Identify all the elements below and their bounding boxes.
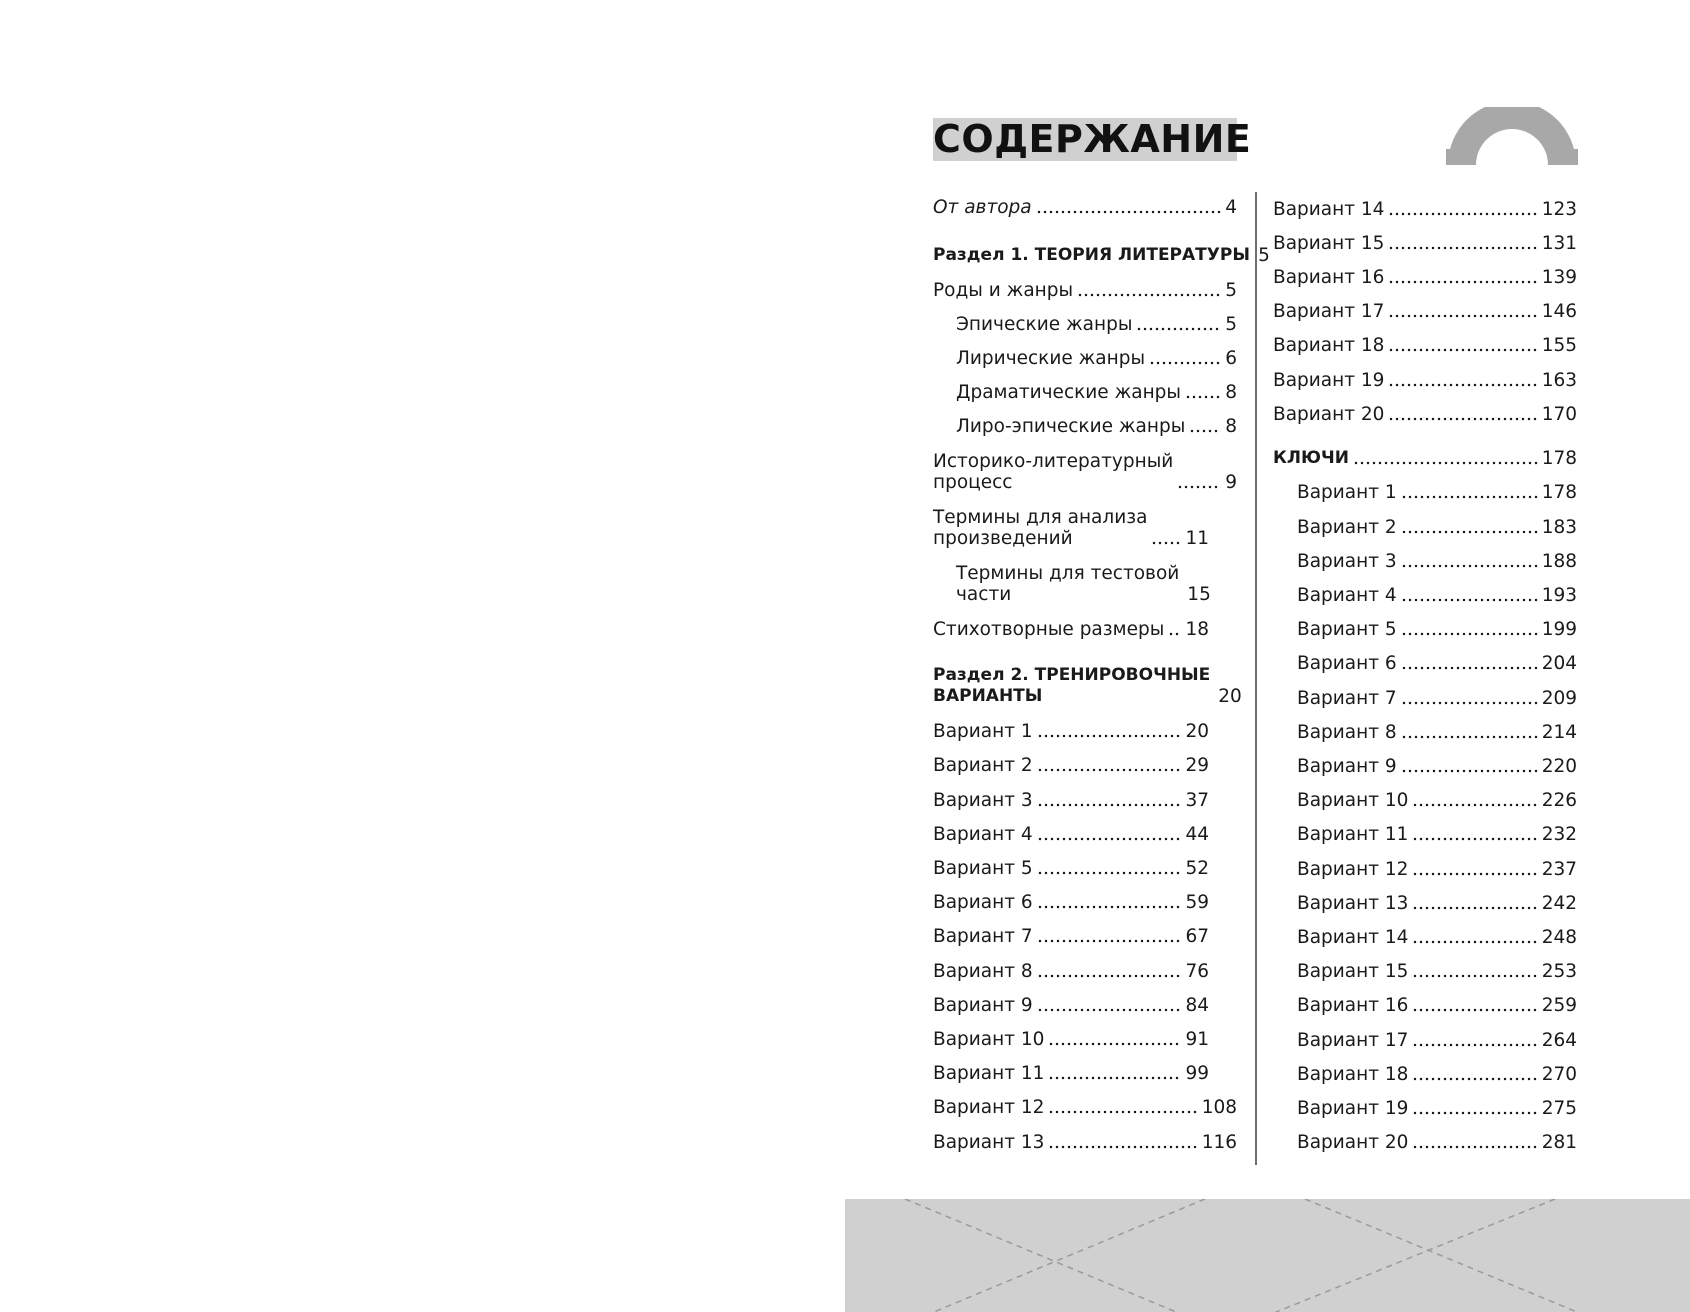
dot-leader [1401, 632, 1538, 636]
toc-page-number: 29 [1185, 755, 1209, 776]
toc-page-number: 8 [1225, 416, 1237, 437]
toc-entry [1297, 790, 1577, 811]
toc-entry-label-line: От автора [933, 197, 1032, 218]
gear-icon [1444, 107, 1580, 165]
dot-leader [1185, 395, 1221, 399]
toc-entry-label-line: Термины для тестовой [956, 563, 1180, 584]
toc-entry-label [1297, 1064, 1408, 1085]
toc-entry [933, 245, 1270, 266]
toc-entry [933, 619, 1209, 640]
dot-leader [1048, 1042, 1181, 1046]
toc-page-number: 259 [1541, 995, 1577, 1016]
dot-leader [1037, 768, 1182, 772]
dot-leader [1037, 1008, 1182, 1012]
toc-entry [1297, 1030, 1577, 1051]
toc-page-number: 199 [1541, 619, 1577, 640]
toc-entry [1273, 404, 1577, 425]
toc-entry-label-line: Вариант 4 [1297, 585, 1397, 606]
toc-page-number: 131 [1541, 233, 1577, 254]
toc-entry-label [1297, 859, 1408, 880]
toc-entry [1297, 619, 1577, 640]
toc-entry-label [1297, 893, 1408, 914]
toc-entry-label-line: Историко-литературный [933, 451, 1174, 472]
toc-entry-label-line: Вариант 6 [1297, 653, 1397, 674]
toc-page-number: 253 [1541, 961, 1577, 982]
toc-entry [1273, 448, 1577, 469]
toc-entry [1297, 995, 1577, 1016]
toc-entry-label-line: Вариант 13 [933, 1132, 1045, 1153]
toc-entry-label-line: Вариант 5 [933, 858, 1033, 879]
toc-entry [1297, 1132, 1577, 1153]
toc-entry-label [1297, 688, 1397, 709]
toc-entry-label-line: Вариант 12 [1297, 859, 1409, 880]
dot-leader [1388, 383, 1537, 387]
dot-leader [1353, 461, 1538, 465]
toc-page-number: 99 [1185, 1063, 1209, 1084]
toc-entry [1297, 961, 1577, 982]
toc-page-number: 237 [1541, 859, 1577, 880]
toc-entry-label [933, 721, 1033, 742]
title-banner [933, 117, 1252, 161]
toc-entry-label-line: Вариант 14 [1297, 927, 1409, 948]
toc-entry [1297, 688, 1577, 709]
toc-entry-label-line: Раздел 2. ТРЕНИРОВОЧНЫЕ [933, 665, 1211, 685]
toc-page-number: 183 [1541, 517, 1577, 538]
toc-entry [933, 280, 1237, 301]
toc-entry-label [1297, 1132, 1408, 1153]
toc-page-number: 37 [1185, 790, 1209, 811]
toc-entry-label [1297, 995, 1408, 1016]
column-divider [1255, 192, 1257, 1165]
toc-entry-label-line: Вариант 18 [1273, 335, 1385, 356]
toc-entry-label-line: Вариант 18 [1297, 1064, 1409, 1085]
dot-leader [1401, 666, 1538, 670]
footer-decoration [845, 1199, 1690, 1312]
toc-page-number: 170 [1541, 404, 1577, 425]
dot-leader [1412, 974, 1537, 978]
toc-entry-label [956, 382, 1181, 403]
toc-page-number: 44 [1185, 824, 1209, 845]
dot-leader [1037, 734, 1182, 738]
toc-entry-label-line: произведений [933, 528, 1073, 549]
dot-leader [1401, 495, 1538, 499]
toc-entry-label [933, 995, 1033, 1016]
toc-entry-label-line: Вариант 8 [933, 961, 1033, 982]
toc-entry-label [1273, 370, 1384, 391]
toc-page-number: 15 [1187, 584, 1211, 605]
toc-entry [933, 721, 1209, 742]
toc-entry-label-line: Вариант 7 [933, 926, 1033, 947]
toc-entry-label-line: Вариант 19 [1297, 1098, 1409, 1119]
toc-entry-label [933, 858, 1033, 879]
toc-entry-label [933, 1132, 1044, 1153]
toc-page-number: 146 [1541, 301, 1577, 322]
toc-entry-label [1297, 551, 1397, 572]
toc-entry-label-line: Вариант 1 [1297, 482, 1397, 503]
toc-page-number: 232 [1541, 824, 1577, 845]
toc-entry [1297, 859, 1577, 880]
toc-entry-label [933, 619, 1164, 640]
toc-entry-label-line: ВАРИАНТЫ [933, 686, 1043, 706]
dot-leader [1151, 541, 1181, 545]
toc-entry-label [956, 416, 1185, 437]
toc-entry-label-line: Вариант 9 [933, 995, 1033, 1016]
toc-entry-label-line: Вариант 11 [933, 1063, 1045, 1084]
toc-entry [933, 1063, 1209, 1084]
toc-entry-label-line: Вариант 10 [1297, 790, 1409, 811]
toc-entry-label [1297, 482, 1397, 503]
toc-entry-label [1273, 301, 1384, 322]
toc-entry-label-line: Лирические жанры [956, 348, 1146, 369]
toc-entry-label-line: Вариант 20 [1273, 404, 1385, 425]
toc-entry [933, 892, 1209, 913]
toc-entry-label [1273, 199, 1384, 220]
toc-entry-label-line: Вариант 2 [933, 755, 1033, 776]
toc-entry [1297, 893, 1577, 914]
toc-entry [1273, 233, 1577, 254]
toc-entry [1297, 551, 1577, 572]
toc-entry-label-line: Вариант 17 [1297, 1030, 1409, 1051]
toc-entry [933, 995, 1209, 1016]
toc-entry-label-line: Вариант 15 [1297, 961, 1409, 982]
dot-leader [1388, 417, 1537, 421]
toc-entry-label-line: части [956, 584, 1012, 605]
dot-leader [1037, 803, 1182, 807]
toc-entry-label [1273, 404, 1384, 425]
toc-entry-label-line: Вариант 17 [1273, 301, 1385, 322]
toc-entry-label-line: Вариант 12 [933, 1097, 1045, 1118]
toc-entry-label [1297, 790, 1408, 811]
dot-leader [1177, 485, 1221, 489]
toc-entry [933, 858, 1209, 879]
toc-entry [933, 665, 1242, 707]
toc-entry-label-line: Стихотворные размеры [933, 619, 1165, 640]
toc-entry [1297, 756, 1577, 777]
dot-leader [1149, 361, 1221, 365]
toc-page-number: 18 [1185, 619, 1209, 640]
toc-entry-label-line: Вариант 7 [1297, 688, 1397, 709]
dot-leader [1136, 327, 1221, 331]
toc-entry [956, 382, 1237, 403]
toc-entry-label [956, 348, 1145, 369]
toc-page-number: 84 [1185, 995, 1209, 1016]
dot-leader [1401, 564, 1538, 568]
toc-entry-label [933, 790, 1033, 811]
dot-leader [1401, 735, 1538, 739]
toc-page-number: 8 [1225, 382, 1237, 403]
toc-entry [933, 961, 1209, 982]
dot-leader [1388, 212, 1537, 216]
toc-entry-label [933, 1097, 1044, 1118]
toc-entry-label [933, 197, 1032, 218]
dot-leader [1388, 348, 1537, 352]
toc-entry [1297, 653, 1577, 674]
toc-entry-label [933, 1029, 1044, 1050]
toc-entry-label [933, 1063, 1044, 1084]
toc-entry-label [933, 245, 1250, 266]
toc-entry-label [1297, 1030, 1408, 1051]
dot-leader [1401, 701, 1538, 705]
toc-page-number: 20 [1185, 721, 1209, 742]
toc-entry [1297, 927, 1577, 948]
toc-entry-label-line: Вариант 3 [933, 790, 1033, 811]
toc-entry-label-line: Вариант 13 [1297, 893, 1409, 914]
toc-page-number: 67 [1185, 926, 1209, 947]
toc-page-number: 209 [1541, 688, 1577, 709]
dot-leader [1388, 246, 1537, 250]
toc-page-number: 59 [1185, 892, 1209, 913]
dot-leader [1037, 939, 1182, 943]
toc-entry [956, 314, 1237, 335]
toc-page-number: 242 [1541, 893, 1577, 914]
toc-entry [1297, 1064, 1577, 1085]
toc-entry [933, 1029, 1209, 1050]
toc-entry [956, 563, 1209, 605]
toc-entry-label-line: Вариант 8 [1297, 722, 1397, 743]
toc-entry [933, 1097, 1237, 1118]
toc-entry-label [1273, 448, 1349, 469]
toc-entry-label-line: Вариант 9 [1297, 756, 1397, 777]
toc-entry [1297, 482, 1577, 503]
dot-leader [1412, 803, 1537, 807]
toc-entry-label-line: Вариант 20 [1297, 1132, 1409, 1153]
dot-leader [1037, 871, 1182, 875]
toc-entry [933, 507, 1209, 549]
toc-entry-label-line: Вариант 6 [933, 892, 1033, 913]
dot-leader [1048, 1145, 1197, 1149]
toc-entry [933, 1132, 1237, 1153]
dot-leader [1412, 872, 1537, 876]
toc-entry [1297, 1098, 1577, 1119]
toc-entry-label [1297, 619, 1397, 640]
toc-entry-label [1297, 517, 1397, 538]
toc-entry-label-line: Вариант 2 [1297, 517, 1397, 538]
dot-leader [1036, 210, 1221, 214]
toc-page-number: 188 [1541, 551, 1577, 572]
dot-leader [1388, 314, 1537, 318]
toc-entry-label-line: Вариант 15 [1273, 233, 1385, 254]
toc-entry-label [1297, 653, 1397, 674]
toc-page-number: 11 [1185, 528, 1209, 549]
toc-page-number: 76 [1185, 961, 1209, 982]
dot-leader [1412, 940, 1537, 944]
dot-leader [1412, 1077, 1537, 1081]
toc-entry-label [933, 926, 1033, 947]
dot-leader [1189, 429, 1221, 433]
toc-page-number: 264 [1541, 1030, 1577, 1051]
toc-entry-label [1297, 824, 1408, 845]
toc-page-number: 275 [1541, 1098, 1577, 1119]
dot-leader [1412, 1008, 1537, 1012]
toc-entry-label [1273, 233, 1384, 254]
toc-entry-label [1297, 722, 1397, 743]
toc-entry-label-line: Вариант 3 [1297, 551, 1397, 572]
toc-entry-label [1297, 961, 1408, 982]
toc-entry-label [933, 507, 1147, 549]
toc-entry [1297, 722, 1577, 743]
toc-page-number: 5 [1258, 245, 1270, 266]
toc-entry-label-line: Вариант 19 [1273, 370, 1385, 391]
toc-entry [1297, 517, 1577, 538]
toc-page-number: 193 [1541, 585, 1577, 606]
toc-entry [933, 926, 1209, 947]
toc-page-number: 52 [1185, 858, 1209, 879]
toc-entry-label [933, 824, 1033, 845]
toc-entry-label-line: Вариант 16 [1297, 995, 1409, 1016]
toc-page-number: 5 [1225, 314, 1237, 335]
toc-entry [933, 824, 1209, 845]
toc-entry-label [1297, 927, 1408, 948]
page-title: СОДЕРЖАНИЕ [933, 117, 1252, 161]
toc-entry-label-line: Драматические жанры [956, 382, 1182, 403]
toc-entry-label [933, 961, 1033, 982]
toc-entry-label [933, 892, 1033, 913]
dot-leader [1401, 598, 1538, 602]
toc-entry [1273, 199, 1577, 220]
toc-entry-label [956, 314, 1132, 335]
toc-entry-label-line: Роды и жанры [933, 280, 1074, 301]
toc-entry [1273, 370, 1577, 391]
toc-entry-label [933, 451, 1173, 493]
toc-entry-label-line: Раздел 1. ТЕОРИЯ ЛИТЕРАТУРЫ [933, 245, 1250, 265]
dot-leader [1412, 906, 1537, 910]
toc-entry-label [1297, 1098, 1408, 1119]
dot-leader [1077, 293, 1221, 297]
toc-entry-label [933, 665, 1210, 707]
dot-leader [1401, 769, 1538, 773]
toc-entry-label-line: процесс [933, 472, 1013, 493]
dot-leader [1048, 1110, 1197, 1114]
toc-entry-label-line: Вариант 4 [933, 824, 1033, 845]
toc-entry-label [1273, 267, 1384, 288]
dot-leader [1412, 1043, 1537, 1047]
toc-entry-label-line: Термины для анализа [933, 507, 1148, 528]
toc-page-number: 9 [1225, 472, 1237, 493]
dot-leader [1037, 905, 1182, 909]
toc-page-number: 116 [1201, 1132, 1237, 1153]
dot-leader [1412, 837, 1537, 841]
toc-page-number: 5 [1225, 280, 1237, 301]
toc-page-number: 108 [1201, 1097, 1237, 1118]
toc-page-number: 139 [1541, 267, 1577, 288]
toc-entry-label [933, 755, 1033, 776]
toc-entry [1273, 335, 1577, 356]
toc-entry-label-line: КЛЮЧИ [1273, 448, 1349, 468]
toc-page-number: 204 [1541, 653, 1577, 674]
toc-entry-label-line: Вариант 10 [933, 1029, 1045, 1050]
dot-leader [1401, 530, 1538, 534]
toc-entry-label [956, 563, 1179, 605]
dot-leader [1412, 1111, 1537, 1115]
dot-leader [1412, 1145, 1537, 1149]
toc-page-number: 214 [1541, 722, 1577, 743]
toc-entry-label [933, 280, 1073, 301]
toc-page-number: 220 [1541, 756, 1577, 777]
toc-page-number: 155 [1541, 335, 1577, 356]
toc-entry [1297, 824, 1577, 845]
toc-entry [933, 755, 1209, 776]
dot-leader [1388, 280, 1537, 284]
toc-page-number: 270 [1541, 1064, 1577, 1085]
toc-entry-label-line: Вариант 5 [1297, 619, 1397, 640]
toc-entry-label-line: Вариант 11 [1297, 824, 1409, 845]
toc-entry-label-line: Эпические жанры [956, 314, 1133, 335]
toc-entry [1273, 267, 1577, 288]
toc-page-number: 178 [1541, 448, 1577, 469]
toc-page-number: 20 [1218, 686, 1242, 707]
toc-page-number: 178 [1541, 482, 1577, 503]
toc-page-number: 6 [1225, 348, 1237, 369]
toc-page-number: 226 [1541, 790, 1577, 811]
toc-entry [933, 451, 1237, 493]
toc-entry-label [1297, 585, 1397, 606]
toc-entry-label-line: Вариант 14 [1273, 199, 1385, 220]
toc-page-number: 248 [1541, 927, 1577, 948]
toc-entry-label-line: Вариант 1 [933, 721, 1033, 742]
toc-page-number: 91 [1185, 1029, 1209, 1050]
toc-entry-label [1273, 335, 1384, 356]
dot-leader [1168, 632, 1181, 636]
toc-entry [956, 348, 1237, 369]
toc-entry [956, 416, 1237, 437]
dot-leader [1048, 1076, 1181, 1080]
toc-page-number: 281 [1541, 1132, 1577, 1153]
toc-entry [933, 197, 1237, 218]
toc-page-number: 123 [1541, 199, 1577, 220]
toc-entry-label-line: Вариант 16 [1273, 267, 1385, 288]
toc-entry-label [1297, 756, 1397, 777]
toc-entry-label-line: Лиро-эпические жанры [956, 416, 1186, 437]
toc-page-number: 163 [1541, 370, 1577, 391]
toc-entry [1297, 585, 1577, 606]
toc-page-number: 4 [1225, 197, 1237, 218]
toc-entry [933, 790, 1209, 811]
toc-entry [1273, 301, 1577, 322]
dot-leader [1037, 837, 1182, 841]
dot-leader [1037, 974, 1182, 978]
